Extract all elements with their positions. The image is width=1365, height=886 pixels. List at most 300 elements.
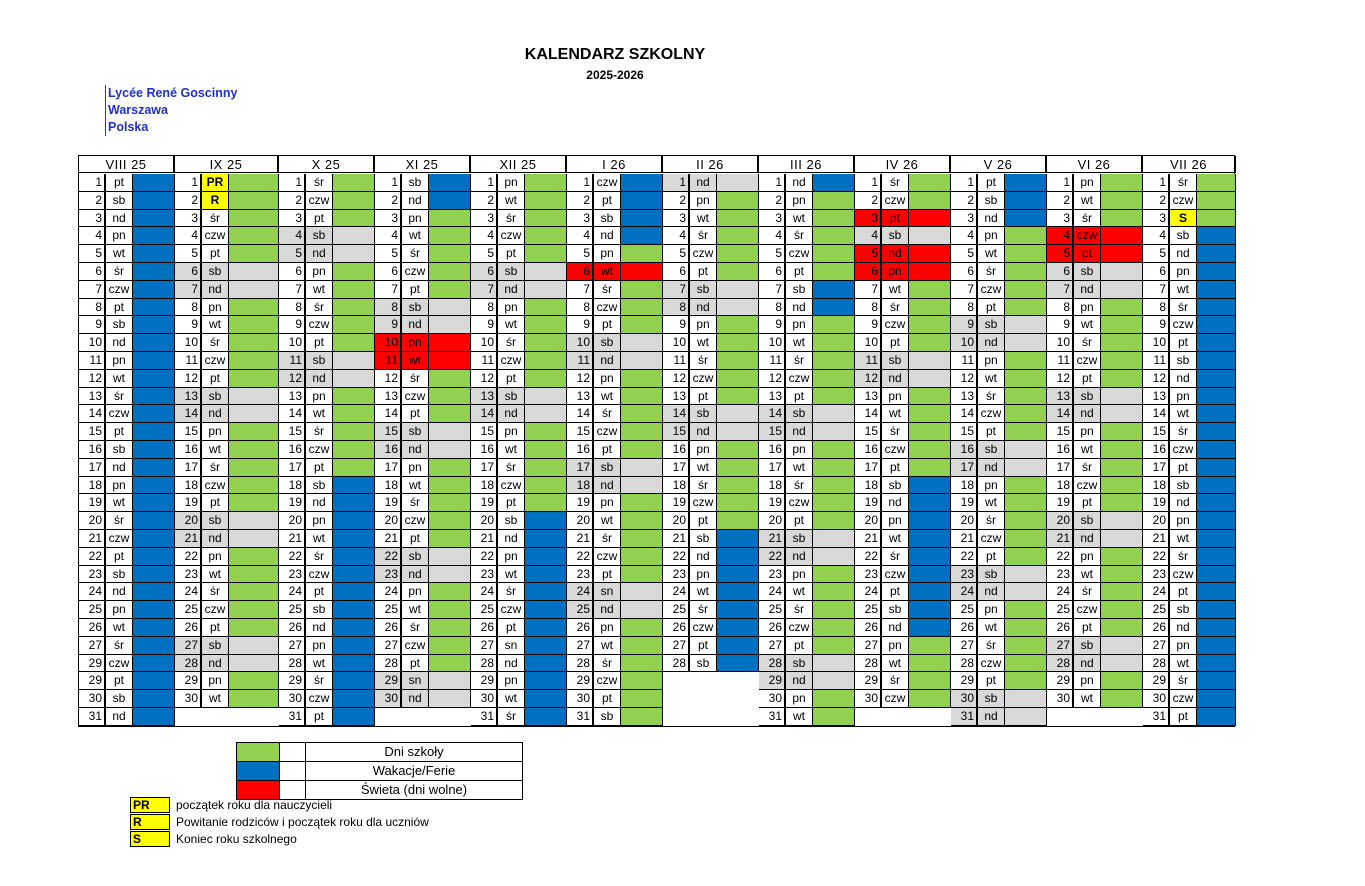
- day-status-swatch: [717, 530, 759, 548]
- day-number: 29: [79, 655, 105, 673]
- month-header: II 26: [663, 156, 759, 173]
- day-of-week: nd: [977, 583, 1005, 601]
- day-status-swatch: [1197, 405, 1236, 423]
- day-number: 5: [855, 245, 881, 263]
- day-number: 3: [279, 210, 305, 228]
- day-number: 3: [759, 210, 785, 228]
- day-status-swatch: [429, 583, 471, 601]
- day-status-swatch: [621, 477, 663, 495]
- day-of-week: nd: [401, 441, 429, 459]
- day-of-week: sb: [201, 263, 229, 281]
- day-status-swatch: [1101, 210, 1143, 228]
- day-status-swatch: [525, 388, 567, 406]
- day-status-swatch: [1197, 494, 1236, 512]
- day-status-swatch: [909, 637, 951, 655]
- day-status-swatch: [1101, 263, 1143, 281]
- day-status-swatch: [429, 370, 471, 388]
- day-of-week: śr: [1169, 299, 1197, 317]
- day-of-week: wt: [1073, 192, 1101, 210]
- day-of-week: wt: [1169, 281, 1197, 299]
- day-of-week: nd: [497, 405, 525, 423]
- day-number: 18: [1047, 477, 1073, 495]
- day-status-swatch: [333, 352, 375, 370]
- day-of-week: nd: [401, 316, 429, 334]
- day-number: 7: [855, 281, 881, 299]
- day-of-week: nd: [201, 405, 229, 423]
- day-number: 18: [279, 477, 305, 495]
- day-number: 1: [79, 174, 105, 192]
- day-of-week: pt: [401, 655, 429, 673]
- day-of-week: pt: [593, 566, 621, 584]
- day-status-swatch: [813, 459, 855, 477]
- day-status-swatch: [717, 548, 759, 566]
- day-number: 30: [855, 690, 881, 708]
- day-status-swatch: [1005, 281, 1047, 299]
- day-status-swatch: [909, 423, 951, 441]
- day-number: 9: [1047, 316, 1073, 334]
- day-number: 9: [175, 316, 201, 334]
- day-number: 26: [951, 619, 977, 637]
- day-of-week: pn: [497, 548, 525, 566]
- day-of-week: sb: [1073, 263, 1101, 281]
- day-number: 12: [663, 370, 689, 388]
- day-number: 9: [855, 316, 881, 334]
- day-of-week: śr: [593, 530, 621, 548]
- day-status-swatch: [429, 441, 471, 459]
- day-number: 4: [567, 227, 593, 245]
- day-of-week: pn: [1169, 637, 1197, 655]
- day-number: 3: [855, 210, 881, 228]
- day-of-week: pn: [401, 459, 429, 477]
- day-status-swatch: [621, 281, 663, 299]
- day-status-swatch: [229, 281, 279, 299]
- day-status-swatch: [909, 672, 951, 690]
- day-status-swatch: [813, 672, 855, 690]
- day-number: 24: [471, 583, 497, 601]
- day-of-week: sb: [977, 441, 1005, 459]
- month-header: VIII 25: [79, 156, 175, 173]
- day-number: 2: [855, 192, 881, 210]
- day-of-week: sb: [977, 566, 1005, 584]
- day-of-week: sb: [593, 334, 621, 352]
- day-status-swatch: [1197, 441, 1236, 459]
- day-number: 13: [1143, 388, 1169, 406]
- day-status-swatch: [717, 281, 759, 299]
- day-of-week: sb: [305, 352, 333, 370]
- day-status-swatch: [229, 655, 279, 673]
- day-number: 21: [79, 530, 105, 548]
- day-of-week: nd: [1073, 405, 1101, 423]
- day-of-week: pt: [1073, 619, 1101, 637]
- day-status-swatch: [525, 637, 567, 655]
- day-number: 23: [79, 566, 105, 584]
- day-status-swatch: [621, 316, 663, 334]
- day-status-swatch: [429, 316, 471, 334]
- day-status-swatch: [429, 210, 471, 228]
- day-of-week: wt: [977, 245, 1005, 263]
- day-status-swatch: [1005, 477, 1047, 495]
- day-of-week: nd: [785, 299, 813, 317]
- day-of-week: wt: [1073, 690, 1101, 708]
- day-of-week: sb: [785, 281, 813, 299]
- day-number: 15: [279, 423, 305, 441]
- day-number: 7: [663, 281, 689, 299]
- day-number: 29: [175, 672, 201, 690]
- day-number: 9: [951, 316, 977, 334]
- day-status-swatch: [813, 566, 855, 584]
- day-number: 27: [951, 637, 977, 655]
- day-number: 6: [855, 263, 881, 281]
- day-status-swatch: [1101, 370, 1143, 388]
- day-number: 1: [175, 174, 201, 192]
- day-of-week: śr: [201, 334, 229, 352]
- day-number: 19: [471, 494, 497, 512]
- day-status-swatch: [229, 263, 279, 281]
- day-number: 22: [567, 548, 593, 566]
- day-number: 28: [663, 655, 689, 673]
- day-of-week: śr: [881, 672, 909, 690]
- day-status-swatch: [1197, 530, 1236, 548]
- month-column: [663, 156, 759, 726]
- day-number: 26: [175, 619, 201, 637]
- day-number: 24: [567, 583, 593, 601]
- day-of-week: nd: [785, 174, 813, 192]
- day-number: 28: [375, 655, 401, 673]
- day-of-week: czw: [105, 281, 133, 299]
- day-status-swatch: [717, 441, 759, 459]
- day-number: 6: [471, 263, 497, 281]
- day-of-week: pt: [1169, 708, 1197, 726]
- day-of-week: śr: [689, 352, 717, 370]
- day-status-swatch: [525, 619, 567, 637]
- month-header: VI 26: [1047, 156, 1143, 173]
- day-of-week: śr: [401, 619, 429, 637]
- day-status-swatch: [133, 672, 175, 690]
- day-status-swatch: [813, 512, 855, 530]
- day-of-week: czw: [881, 316, 909, 334]
- day-of-week: śr: [305, 548, 333, 566]
- day-number: 18: [471, 477, 497, 495]
- day-of-week: wt: [1169, 405, 1197, 423]
- day-of-week: pn: [105, 477, 133, 495]
- day-of-week: sb: [689, 655, 717, 673]
- day-status-swatch: [133, 299, 175, 317]
- day-of-week: pn: [593, 370, 621, 388]
- day-status-swatch: [229, 566, 279, 584]
- day-number: 7: [759, 281, 785, 299]
- day-status-swatch: [525, 210, 567, 228]
- day-number: 30: [951, 690, 977, 708]
- day-of-week: pn: [785, 690, 813, 708]
- day-status-swatch: [133, 423, 175, 441]
- day-number: 30: [375, 690, 401, 708]
- day-number: 26: [471, 619, 497, 637]
- day-number: 2: [1047, 192, 1073, 210]
- day-status-swatch: [1197, 245, 1236, 263]
- day-number: 15: [663, 423, 689, 441]
- day-status-swatch: [621, 708, 663, 726]
- note-code-badge: S: [130, 831, 170, 847]
- day-of-week: czw: [1073, 352, 1101, 370]
- day-number: 16: [1047, 441, 1073, 459]
- day-status-swatch: [621, 494, 663, 512]
- day-status-swatch: [429, 548, 471, 566]
- day-number: 11: [567, 352, 593, 370]
- day-status-swatch: [621, 370, 663, 388]
- day-status-swatch: [717, 388, 759, 406]
- day-of-week: czw: [1169, 316, 1197, 334]
- day-number: 5: [375, 245, 401, 263]
- day-of-week: sb: [785, 530, 813, 548]
- day-of-week: pn: [689, 316, 717, 334]
- month-column: [951, 156, 1047, 726]
- day-status-swatch: [813, 210, 855, 228]
- day-status-swatch: [1197, 281, 1236, 299]
- day-of-week: czw: [977, 530, 1005, 548]
- day-of-week: sb: [689, 530, 717, 548]
- day-number: 13: [175, 388, 201, 406]
- day-of-week: pn: [977, 601, 1005, 619]
- day-number: 3: [663, 210, 689, 228]
- day-number: 17: [279, 459, 305, 477]
- day-of-week: czw: [305, 690, 333, 708]
- day-of-week: pn: [1073, 299, 1101, 317]
- day-number: 30: [471, 690, 497, 708]
- day-status-swatch: [333, 210, 375, 228]
- day-number: 6: [375, 263, 401, 281]
- day-status-swatch: [1005, 494, 1047, 512]
- day-status-swatch: [229, 423, 279, 441]
- day-of-week: śr: [201, 210, 229, 228]
- day-number: 15: [855, 423, 881, 441]
- day-number: 4: [175, 227, 201, 245]
- day-of-week: nd: [593, 601, 621, 619]
- day-status-swatch: [717, 316, 759, 334]
- day-number: 13: [567, 388, 593, 406]
- day-of-week: pt: [689, 388, 717, 406]
- day-number: 19: [567, 494, 593, 512]
- day-status-swatch: [229, 352, 279, 370]
- day-number: 20: [951, 512, 977, 530]
- day-number: 26: [567, 619, 593, 637]
- day-status-swatch: [1005, 566, 1047, 584]
- day-status-swatch: [1197, 316, 1236, 334]
- day-status-swatch: [717, 494, 759, 512]
- day-number: 10: [175, 334, 201, 352]
- day-status-swatch: [229, 530, 279, 548]
- day-status-swatch: [813, 548, 855, 566]
- day-status-swatch: [1101, 174, 1143, 192]
- day-status-swatch: [621, 637, 663, 655]
- day-of-week: sb: [401, 299, 429, 317]
- day-number: 14: [663, 405, 689, 423]
- day-status-swatch: [429, 352, 471, 370]
- day-number: 24: [1047, 583, 1073, 601]
- day-of-week: śr: [105, 388, 133, 406]
- day-number: 8: [1143, 299, 1169, 317]
- day-of-week: sb: [497, 512, 525, 530]
- day-number: 25: [759, 601, 785, 619]
- day-of-week: wt: [305, 405, 333, 423]
- day-number: 10: [663, 334, 689, 352]
- day-of-week: pt: [689, 263, 717, 281]
- day-number: 31: [567, 708, 593, 726]
- day-number: 12: [471, 370, 497, 388]
- day-of-week: pn: [785, 192, 813, 210]
- month-header: IV 26: [855, 156, 951, 173]
- day-number: 20: [279, 512, 305, 530]
- day-status-swatch: [1101, 477, 1143, 495]
- day-status-swatch: [1005, 548, 1047, 566]
- day-of-week: wt: [977, 494, 1005, 512]
- day-number: 4: [855, 227, 881, 245]
- day-of-week: sb: [977, 316, 1005, 334]
- day-of-week: nd: [201, 655, 229, 673]
- day-number: 5: [175, 245, 201, 263]
- day-of-week: pt: [201, 245, 229, 263]
- day-of-week: wt: [497, 316, 525, 334]
- day-number: 27: [375, 637, 401, 655]
- day-of-week: pn: [105, 227, 133, 245]
- day-number: 22: [79, 548, 105, 566]
- day-of-week: czw: [881, 566, 909, 584]
- day-of-week: wt: [105, 619, 133, 637]
- day-number: 17: [855, 459, 881, 477]
- day-number: 19: [663, 494, 689, 512]
- day-of-week: nd: [201, 281, 229, 299]
- day-number: 16: [567, 441, 593, 459]
- day-of-week: pn: [593, 619, 621, 637]
- day-status-swatch: [717, 405, 759, 423]
- day-number: 13: [279, 388, 305, 406]
- day-status-swatch: [1005, 299, 1047, 317]
- day-of-week: wt: [881, 655, 909, 673]
- day-status-swatch: [229, 388, 279, 406]
- day-number: 31: [951, 708, 977, 726]
- day-status-swatch: [525, 548, 567, 566]
- day-number: 22: [759, 548, 785, 566]
- day-number: 24: [279, 583, 305, 601]
- day-status-swatch: [1101, 672, 1143, 690]
- day-status-swatch: [229, 477, 279, 495]
- day-number: 30: [759, 690, 785, 708]
- day-status-swatch: [333, 441, 375, 459]
- day-number: 2: [79, 192, 105, 210]
- day-status-swatch: [717, 192, 759, 210]
- legend-row: [236, 742, 523, 762]
- day-of-week: pt: [497, 245, 525, 263]
- day-of-week: sn: [593, 583, 621, 601]
- day-number: 26: [663, 619, 689, 637]
- day-status-swatch: [621, 459, 663, 477]
- day-of-week: pt: [977, 174, 1005, 192]
- day-status-swatch: [333, 174, 375, 192]
- day-number: 23: [175, 566, 201, 584]
- day-of-week: czw: [105, 405, 133, 423]
- day-number: 14: [759, 405, 785, 423]
- day-of-week: nd: [305, 245, 333, 263]
- day-status-swatch: [229, 494, 279, 512]
- day-status-swatch: [1101, 281, 1143, 299]
- day-number: 26: [79, 619, 105, 637]
- day-status-swatch: [429, 672, 471, 690]
- day-status-swatch: [133, 281, 175, 299]
- day-number: 17: [759, 459, 785, 477]
- day-of-week: śr: [689, 601, 717, 619]
- day-of-week: pt: [497, 370, 525, 388]
- day-number: 12: [759, 370, 785, 388]
- day-number: 22: [855, 548, 881, 566]
- day-of-week: czw: [1073, 601, 1101, 619]
- day-number: 15: [759, 423, 785, 441]
- day-of-week: pn: [305, 388, 333, 406]
- day-status-swatch: [525, 281, 567, 299]
- day-status-swatch: [909, 690, 951, 708]
- day-number: 24: [1143, 583, 1169, 601]
- day-of-week: śr: [689, 227, 717, 245]
- day-of-week: pn: [593, 245, 621, 263]
- day-of-week: nd: [977, 334, 1005, 352]
- day-of-week: wt: [593, 512, 621, 530]
- day-of-week: sb: [977, 192, 1005, 210]
- day-number: 18: [1143, 477, 1169, 495]
- day-number: 10: [759, 334, 785, 352]
- day-number: 25: [855, 601, 881, 619]
- day-of-week: sb: [401, 174, 429, 192]
- day-number: 13: [79, 388, 105, 406]
- day-of-week: nd: [881, 619, 909, 637]
- day-status-swatch: [429, 263, 471, 281]
- day-number: 5: [279, 245, 305, 263]
- day-status-swatch: [909, 352, 951, 370]
- day-status-swatch: [1005, 459, 1047, 477]
- day-number: 7: [1047, 281, 1073, 299]
- day-number: 25: [663, 601, 689, 619]
- day-status-swatch: [133, 405, 175, 423]
- day-status-swatch: [909, 405, 951, 423]
- day-number: 5: [1047, 245, 1073, 263]
- day-status-swatch: [525, 708, 567, 726]
- day-number: 23: [1047, 566, 1073, 584]
- day-of-week: wt: [593, 637, 621, 655]
- day-number: 25: [951, 601, 977, 619]
- day-number: 10: [1143, 334, 1169, 352]
- day-status-swatch: [525, 352, 567, 370]
- day-number: 22: [279, 548, 305, 566]
- day-number: 9: [79, 316, 105, 334]
- day-status-swatch: [229, 405, 279, 423]
- day-number: 7: [567, 281, 593, 299]
- day-status-swatch: [133, 245, 175, 263]
- day-number: 26: [1047, 619, 1073, 637]
- day-number: 6: [279, 263, 305, 281]
- day-of-week: śr: [497, 708, 525, 726]
- day-status-swatch: [717, 245, 759, 263]
- day-of-week: pt: [497, 619, 525, 637]
- day-number: 12: [1047, 370, 1073, 388]
- day-of-week: pn: [305, 512, 333, 530]
- day-status-swatch: [229, 370, 279, 388]
- month-column: [759, 156, 855, 726]
- day-status-swatch: [429, 299, 471, 317]
- day-status-swatch: [1101, 637, 1143, 655]
- day-of-week: nd: [1073, 530, 1101, 548]
- day-of-week: wt: [593, 263, 621, 281]
- day-number: 26: [279, 619, 305, 637]
- day-status-swatch: [621, 352, 663, 370]
- day-of-week: wt: [881, 405, 909, 423]
- day-of-week: wt: [881, 530, 909, 548]
